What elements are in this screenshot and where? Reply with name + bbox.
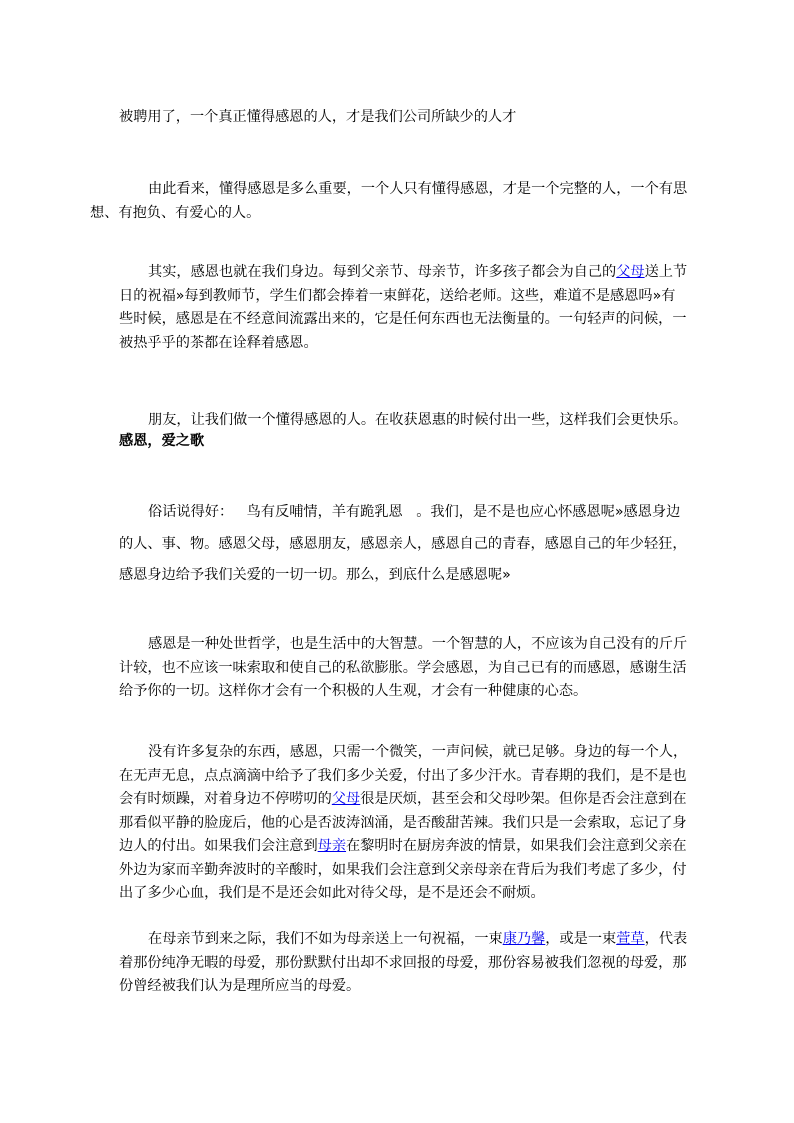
paragraph-philosophy xyxy=(119,633,688,704)
text-line: 些时候，感恩是在不经意间流露出来的，它是任何东西也无法衡量的。一句轻声的问候，一 xyxy=(119,311,687,327)
text-line: 着那份纯净无暇的母爱，那份默默付出却不求回报的母爱，那份容易被我们忽视的母爱，那 xyxy=(119,954,687,971)
text-segment: ，或是一束 xyxy=(545,931,617,947)
text-line: 俗话说得好： 鸟有反哺情，羊有跪乳恩 。我们，是不是也应心怀感恩呢»感恩身边 xyxy=(148,504,681,520)
text-line: 的人、事、物。感恩父母，感恩朋友，感恩亲人，感恩自己的青春，感恩自己的年少轻狂， xyxy=(119,535,687,552)
text-line: 出了多少心血，我们是不是还会如此对待父母，是不是还会不耐烦。 xyxy=(119,885,545,901)
text-line: 那看似平静的脸庞后，他的心是否波涛汹涌，是否酸甜苦辣。我们只是一会索取，忘记了身 xyxy=(119,814,687,831)
paragraph-mothers-day xyxy=(119,928,688,999)
section-heading xyxy=(119,430,679,450)
paragraph-simple-things xyxy=(119,741,688,906)
paragraph-importance xyxy=(90,178,688,225)
link-carnation[interactable]: 康乃馨 xyxy=(502,931,546,947)
text-line: 送上节 xyxy=(644,264,688,280)
text-line: 其实，感恩也就在我们身边。每到父亲节、母亲节，许多孩子都会为自己的 xyxy=(148,264,617,280)
text-line: 被聘用了，一个真正懂得感恩的人，才是我们公司所缺少的人才 xyxy=(119,109,517,125)
text-segment: 会有时烦躁，对着身边不停唠叨的 xyxy=(119,791,332,807)
text-line: 在无声无息，点点滴滴中给予了我们多少关爱，付出了多少汗水。青春期的我们，是不是也 xyxy=(119,767,687,784)
paragraph-around-us xyxy=(119,261,688,355)
paragraph-intro-end xyxy=(119,106,679,126)
text-line: 日的祝福»每到教师节，学生们都会捧着一束鲜花，送给老师。这些，难道不是感恩吗»有 xyxy=(119,287,676,304)
text-line: 外边为家而辛勤奔波时的辛酸时，如果我们会注意到父亲母亲在背后为我们考虑了多少，付 xyxy=(119,861,687,878)
text-line: 由此看来，懂得感恩是多么重要，一个人只有懂得感恩，才是一个完整的人，一个有思 xyxy=(148,181,688,197)
paragraph-saying xyxy=(119,497,687,592)
text-segment: 在母亲节到来之际，我们不如为母亲送上一句祝福，一束 xyxy=(148,931,503,947)
text-line: 感恩身边给予我们关爱的一切一切。那么，到底什么是感恩呢» xyxy=(119,567,511,583)
link-daylily[interactable]: 萱草 xyxy=(616,931,645,947)
text-segment: 很是厌烦，甚至会和父母吵架。但你是否会注意到在 xyxy=(360,791,687,807)
text-segment: ，代表 xyxy=(644,931,688,947)
text-segment: 在黎明时在厨房奔波的情景，如果我们会注意到父亲在 xyxy=(346,838,687,854)
text-line: 想、有抱负、有爱心的人。 xyxy=(90,204,261,221)
text-line xyxy=(90,788,687,812)
text-line: 计较，也不应该一味索取和使自己的私欲膨胀。学会感恩，为自己已有的而感恩，感谢生活 xyxy=(119,659,687,676)
heading-text: 感恩，爱之歌 xyxy=(119,433,205,449)
text-line: 份曾经被我们认为是理所应当的母爱。 xyxy=(119,978,361,994)
paragraph-friends xyxy=(119,409,688,429)
link-parents[interactable]: 父母 xyxy=(616,264,645,280)
text-segment: 边人的付出。如果我们会注意到 xyxy=(119,838,318,854)
text-line: 朋友，让我们做一个懂得感恩的人。在收获恩惠的时候付出一些，这样我们会更快乐。 xyxy=(148,412,688,428)
text-line: 没有许多复杂的东西，感恩，只需一个微笑，一声问候，就已足够。身边的每一个人， xyxy=(148,744,688,760)
text-line: 给予你的一切。这样你才会有一个积极的人生观，才会有一种健康的心态。 xyxy=(119,683,588,699)
text-line xyxy=(90,835,687,859)
text-line: 被热乎乎的茶都在诠释着感恩。 xyxy=(119,334,318,351)
link-parents-2[interactable]: 父母 xyxy=(331,791,361,807)
text-line: 感恩是一种处世哲学，也是生活中的大智慧。一个智慧的人，不应该为自己没有的斤斤 xyxy=(148,636,688,652)
link-mother[interactable]: 母亲 xyxy=(317,838,347,854)
